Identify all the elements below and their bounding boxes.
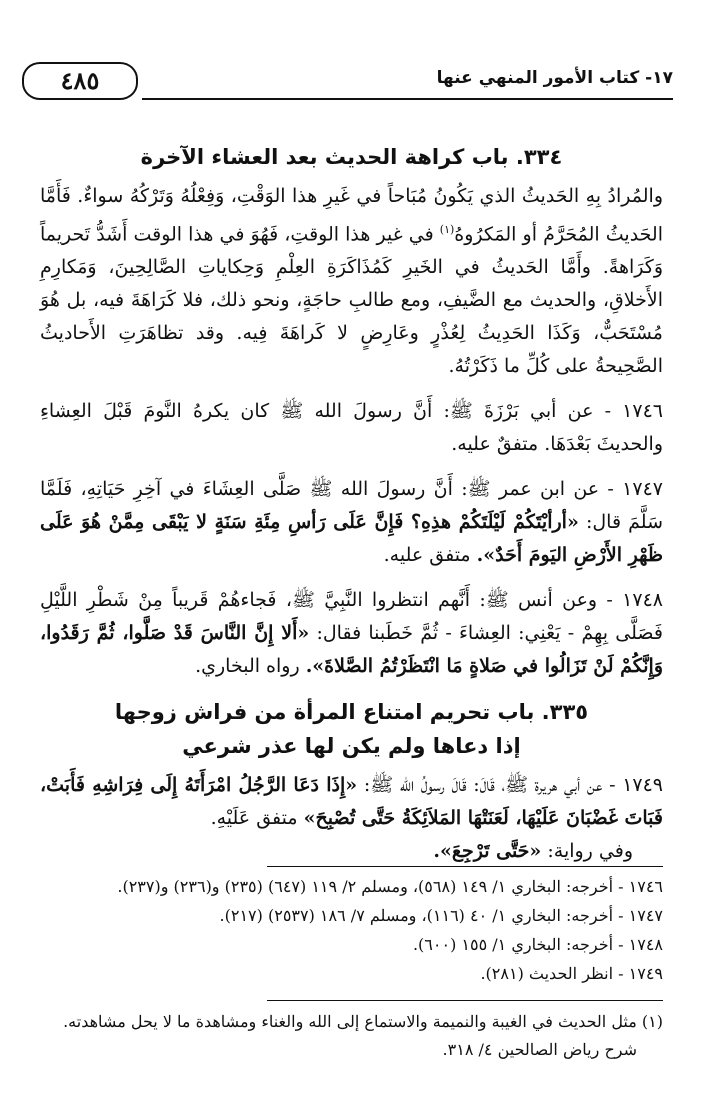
hadith-1748	[40, 584, 663, 683]
hadith-1747	[40, 473, 663, 572]
hadith-1746: ١٧٤٦ - عن أبي بَرْزَةَ ﷺ: أَنَّ رسولَ الله ﷺ كان يكرهُ النَّومَ قَبْلَ العِشاءِ والحديثَ بَعْدَهَا. متفقٌ عليه.	[40, 400, 663, 456]
footnote-1746: ١٧٤٦ - أخرجه: البخاري ١/ ١٤٩ (٥٦٨)، ومسلم ٢/ ١١٩ (٦٤٧) (٢٣٥) و(٢٣٦) و(٢٣٧).	[117, 877, 663, 896]
hadith-1748-tail: رواه البخاري.	[195, 655, 306, 678]
intro-part-2: في غير هذا الوقتِ، فَهُوَ في هذا الوقت أَشَدُّ تَحريماً وَكَرَاهةً. وأَمَّا الحَديثُ في الخَيرِ كَمُذَاكَرَةِ العِلْمِ وَحِكاياتِ الصَّالِحِينَ، وَمَكارِمِ الأَخلاقِ، والحديث مع الضَّيفِ، ومع طالبِ حاجَةٍ، ونحو ذلك، فلا كَرَاهَةَ فيه، بل هُوَ مُسْتَحَبٌّ، وَكَذَا الحَدِيثُ لِعُذْرٍ وعَارِضٍ لا كَراهَةَ فِيه. وقد تظاهَرَتِ الأَحاديثُ الصَّحِيحةُ على كُلِّ ما ذَكَرْتُهُ.	[40, 223, 663, 378]
section-title-335-line-2: إذا دعاها ولم يكن لها عذر شرعي	[182, 734, 521, 759]
takhrij-footnotes	[40, 872, 663, 988]
author-notes	[40, 1008, 663, 1064]
hadith-1747-lead: ١٧٤٧ - عن ابن عمر ﷺ: أَنَّ رسولَ الله ﷺ صَلَّى العِشَاءَ في آخِرِ حَيَاتِهِ، فَلَمَّا سَلَّمَ قال:	[40, 478, 664, 534]
header-rule	[142, 98, 673, 100]
hadith-1749	[40, 769, 663, 835]
footnote-1747: ١٧٤٧ - أخرجه: البخاري ١/ ٤٠ (١١٦)، ومسلم ٧/ ١٨٦ (٢٥٣٧) (٢١٧).	[219, 906, 663, 925]
footnote-1748: ١٧٤٨ - أخرجه: البخاري ١/ ١٥٥ (٦٠٠).	[412, 935, 663, 954]
hadith-1748-quote: «أَلا إِنَّ النَّاسَ قَدْ صَلَّوا، ثُمَّ رَقَدُوا، وَإِنَّكُمْ لَنْ تَزَالُوا في صَلاةٍ مَا انْتَظَرْتُمُ الصَّلاةَ».	[40, 622, 663, 678]
section-title-335-line-1: ٣٣٥. باب تحريم امتناع المرأة من فراش زوجها	[114, 700, 589, 725]
main-text	[40, 140, 663, 868]
page-number: ٤٨٥	[22, 62, 138, 100]
hadith-1747-tail: متفق عليه.	[383, 544, 477, 567]
hadith-1749-tail: متفق عَلَيْهِ.	[210, 807, 304, 830]
footnote-divider	[267, 866, 663, 867]
section-intro	[40, 180, 663, 383]
intro-part-1: والمُرادُ بِهِ الحَديثُ الذي يَكُونُ مُبَاحاً في غَيرِ هذا الوَقْتِ، وَفِعْلُهُ وَتَرْكُهُ سواءٌ. فَأَمَّا الحَديثُ المُحَرَّمُ أو المَكرُوهُ	[40, 185, 664, 246]
variant-quote: «حَتَّى تَرْجِعَ».	[433, 840, 542, 863]
hadith-1749-variant	[40, 835, 663, 868]
footnote-1749: ١٧٤٩ - انظر الحديث (٢٨١).	[480, 964, 663, 983]
hadith-1748-lead: ١٧٤٨ - وعن أنس ﷺ: أَنَّهم انتظروا النَّبِيَّ ﷺ، فَجاءهُمْ قَريباً مِنْ شَطْرِ اللَّيْلِ فَصَلَّى بِهِمْ - يَعْنِي: العِشاءَ - ثُمَّ خَطَبنا فقال:	[40, 589, 663, 645]
running-header	[22, 62, 673, 104]
hadith-1749-lead: ١٧٤٩ - عن أبي هريرة ﷺ، قَالَ: قَالَ رسولُ الله ﷺ:	[357, 774, 664, 797]
note-1: (١) مثل الحديث في الغيبة والنميمة والاستماع إلى الله والغناء ومشاهدة ما لا يحل مشاهدته.	[63, 1012, 663, 1031]
hadith-1749-quote: «إِذَا دَعَا الرَّجُلُ امْرَأَتَهُ إِلَى فِرَاشِهِ فَأَبَتْ، فَبَاتَ غَضْبَانَ عَلَيْهَا، لَعَنَتْهَا المَلاَئِكَةُ حَتَّى تُصْبِحَ»	[40, 774, 663, 830]
note-divider	[267, 1000, 663, 1001]
note-source: شرح رياض الصالحين ٤/ ٣١٨.	[442, 1040, 637, 1059]
variant-lead: وفي رواية:	[541, 840, 633, 863]
hadith-1747-quote: «أرأيْتَكُمْ لَيْلَتَكُمْ هذِهِ؟ فَإِنَّ عَلَى رَأسِ مِئَةِ سَنَةٍ لا يَبْقَى مِمَّنْ هُوَ عَلَى ظَهْرِ الأَرْضِ اليَومَ أَحَدٌ».	[40, 511, 663, 567]
running-title: ١٧- كتاب الأمور المنهي عنها	[436, 68, 673, 88]
section-title-334: ٣٣٤. باب كراهة الحديث بعد العشاء الآخرة	[140, 145, 563, 169]
footnote-marker: (١)	[439, 223, 455, 236]
